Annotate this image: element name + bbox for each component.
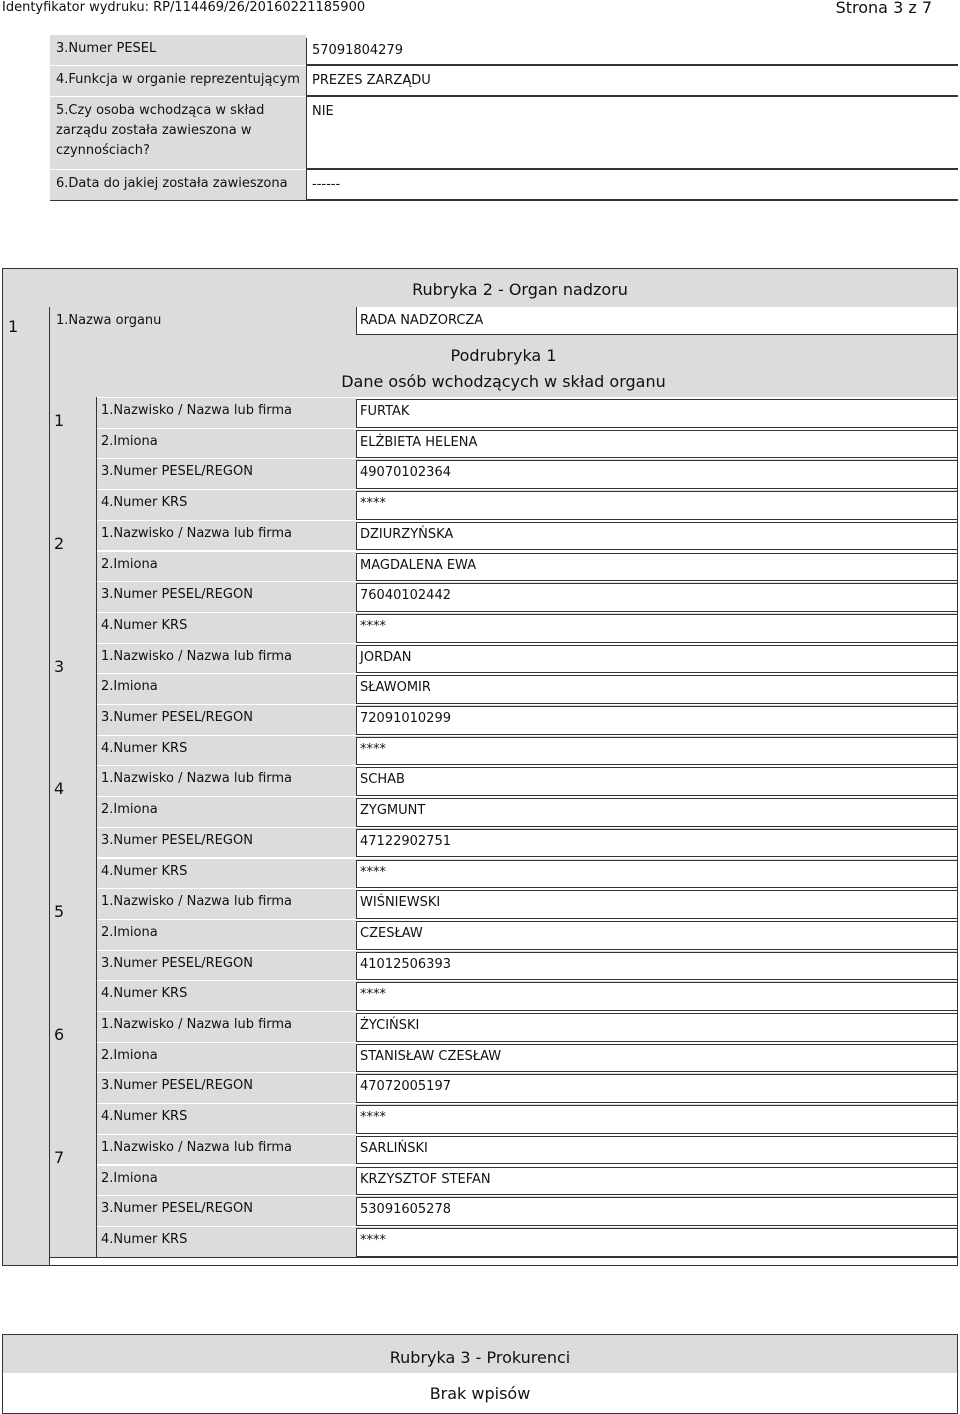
field-label-first-names: 2.Imiona [101, 556, 158, 572]
top-table-bottom-line [50, 200, 958, 201]
page-number: Strona 3 z 7 [835, 0, 932, 17]
rubric-2-title: Rubryka 2 - Organ nadzoru [412, 280, 628, 299]
rubric-3-empty: Brak wpisów [429, 1384, 531, 1403]
field-value-cell [356, 798, 957, 827]
field-value-krs: **** [360, 1232, 386, 1248]
top-row-value: 57091804279 [306, 38, 958, 65]
person-number: 3 [54, 656, 65, 676]
field-label-name: 1.Nazwisko / Nazwa lub firma [101, 403, 293, 418]
top-row-value: NIE [306, 96, 958, 169]
field-value-krs: **** [360, 741, 386, 757]
person-number: 4 [54, 779, 65, 799]
field-label-krs: 4.Numer KRS [101, 740, 188, 756]
top-row-label: 6.Data do jakiej została zawieszona [50, 169, 306, 200]
field-value-first-names: SŁAWOMIR [360, 680, 431, 696]
field-value-cell [356, 614, 957, 643]
field-value-cell [356, 1228, 957, 1257]
field-label-pesel: 3.Numer PESEL/REGON [101, 464, 253, 480]
field-value-krs: **** [360, 1110, 386, 1126]
field-value-krs: **** [360, 618, 386, 634]
field-value-pesel: 72091010299 [360, 711, 451, 726]
field-value-cell [356, 1136, 957, 1165]
field-label-name: 1.Nazwisko / Nazwa lub firma [101, 1017, 293, 1032]
field-label-krs: 4.Numer KRS [101, 617, 188, 633]
field-value-pesel: 49070102364 [360, 465, 451, 481]
field-value-name: SARLIŃSKI [360, 1140, 428, 1156]
rubric-2-index-column [3, 307, 49, 1265]
field-value-first-names: ZYGMUNT [360, 803, 426, 819]
org-name-value: RADA NADZORCZA [360, 313, 484, 328]
field-value-first-names: STANISŁAW CZESŁAW [360, 1048, 502, 1064]
field-label-krs: 4.Numer KRS [101, 1109, 188, 1125]
field-value-cell [356, 860, 957, 889]
top-row-label: 3.Numer PESEL [50, 34, 306, 65]
field-value-pesel: 76040102442 [360, 588, 451, 604]
person-index-column [50, 397, 96, 1257]
field-value-cell [356, 1105, 957, 1134]
field-value-first-names: KRZYSZTOF STEFAN [360, 1171, 491, 1187]
field-value-name: SCHAB [360, 772, 405, 788]
field-label-pesel: 3.Numer PESEL/REGON [101, 955, 253, 971]
field-value-krs: **** [360, 496, 386, 512]
field-value-pesel: 47122902751 [360, 833, 451, 849]
top-row-value: ------ [306, 169, 958, 200]
rubric-2-index: 1 [8, 317, 19, 336]
field-value-krs: **** [360, 864, 386, 880]
field-label-pesel: 3.Numer PESEL/REGON [101, 1201, 253, 1217]
field-value-cell [356, 645, 957, 674]
field-label-name: 1.Nazwisko / Nazwa lub firma [101, 894, 293, 910]
field-label-krs: 4.Numer KRS [101, 986, 188, 1002]
field-value-cell [356, 399, 957, 428]
field-value-pesel: 47072005197 [360, 1079, 451, 1095]
field-label-pesel: 3.Numer PESEL/REGON [101, 832, 253, 848]
person-number: 7 [54, 1147, 65, 1167]
field-value-cell [356, 737, 957, 766]
top-row-label: 5.Czy osoba wchodząca w skład zarządu została zawieszona w czynnościach? [50, 96, 306, 169]
field-label-name: 1.Nazwisko / Nazwa lub firma [101, 648, 293, 664]
rubric-2 [2, 268, 958, 1266]
field-value-cell [356, 767, 957, 796]
field-label-first-names: 2.Imiona [101, 679, 158, 695]
rubric-3-title: Rubryka 3 - Prokurenci [389, 1348, 571, 1367]
subrubric-title: Podrubryka 1 [450, 346, 557, 365]
field-label-first-names: 2.Imiona [101, 1170, 158, 1186]
field-label-pesel: 3.Numer PESEL/REGON [101, 710, 253, 725]
person-number: 5 [54, 902, 65, 922]
field-label-name: 1.Nazwisko / Nazwa lub firma [101, 771, 293, 787]
field-value-name: WIŚNIEWSKI [360, 895, 441, 911]
field-value-cell [356, 491, 957, 520]
field-value-name: ŻYCIŃSKI [360, 1018, 420, 1033]
field-label-first-names: 2.Imiona [101, 924, 158, 940]
field-value-cell [356, 675, 957, 704]
field-label-first-names: 2.Imiona [101, 802, 158, 818]
field-value-name: FURTAK [360, 404, 410, 419]
person-number: 1 [54, 411, 65, 430]
field-value-name: JORDAN [360, 649, 412, 665]
field-label-pesel: 3.Numer PESEL/REGON [101, 587, 253, 603]
subrubric-subtitle: Dane osób wchodzących w skład organu [341, 372, 666, 391]
field-label-first-names: 2.Imiona [101, 433, 158, 449]
rubric-3 [2, 1334, 958, 1409]
subrubric-bottom-line [50, 1257, 957, 1258]
field-label-krs: 4.Numer KRS [101, 863, 188, 879]
org-name-label: 1.Nazwa organu [56, 313, 162, 328]
print-identifier: Identyfikator wydruku: RP/114469/26/20160221185900 [2, 0, 366, 15]
field-label-pesel: 3.Numer PESEL/REGON [101, 1078, 253, 1094]
field-value-pesel: 53091605278 [360, 1202, 451, 1218]
field-value-pesel: 41012506393 [360, 956, 451, 972]
field-value-cell [356, 982, 957, 1011]
person-number: 6 [54, 1025, 65, 1044]
field-value-krs: **** [360, 987, 386, 1003]
field-value-cell [356, 921, 957, 950]
field-label-name: 1.Nazwisko / Nazwa lub firma [101, 1139, 293, 1155]
field-label-krs: 4.Numer KRS [101, 1231, 188, 1247]
person-number: 2 [54, 533, 65, 553]
field-label-krs: 4.Numer KRS [101, 495, 188, 511]
top-row-value: PREZES ZARZĄDU [306, 65, 958, 96]
field-label-first-names: 2.Imiona [101, 1047, 158, 1063]
field-value-cell [356, 1013, 957, 1042]
field-value-name: DZIURZYŃSKA [360, 526, 454, 542]
top-table [50, 34, 958, 200]
field-value-first-names: MAGDALENA EWA [360, 557, 477, 573]
top-row-label: 4.Funkcja w organie reprezentującym [50, 65, 306, 96]
field-value-first-names: ELŻBIETA HELENA [360, 434, 478, 450]
field-value-cell [356, 890, 957, 919]
field-label-name: 1.Nazwisko / Nazwa lub firma [101, 525, 293, 541]
field-value-first-names: CZESŁAW [360, 925, 423, 941]
